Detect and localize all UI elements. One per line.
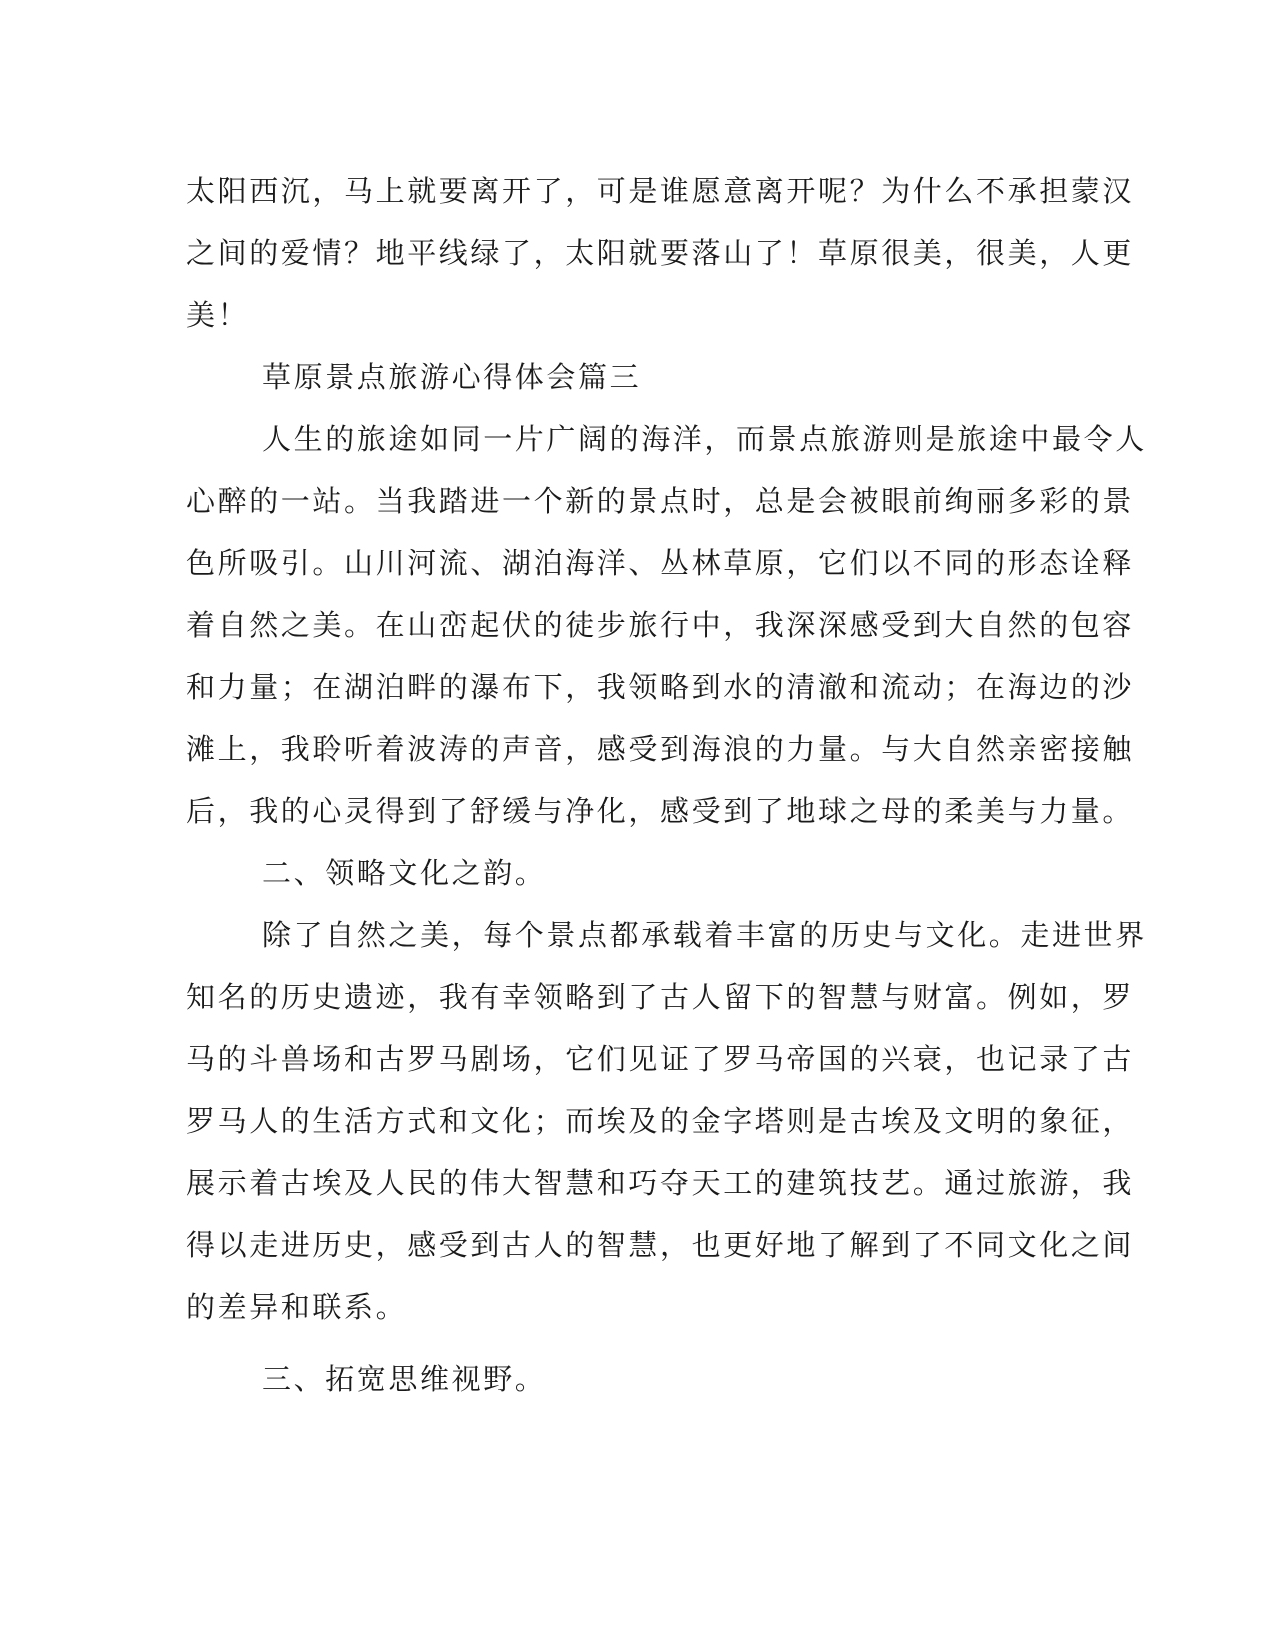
paragraph-line: 滩上，我聆听着波涛的声音，感受到海浪的力量。与大自然亲密接触 <box>186 732 1135 766</box>
paragraph-line: 的差异和联系。 <box>186 1290 408 1324</box>
paragraph-line: 着自然之美。在山峦起伏的徒步旅行中，我深深感受到大自然的包容 <box>186 608 1135 642</box>
paragraph-line: 太阳西沉，马上就要离开了，可是谁愿意离开呢？为什么不承担蒙汉 <box>186 174 1135 208</box>
section-title: 草原景点旅游心得体会篇三 <box>262 360 642 394</box>
paragraph-line: 人生的旅途如同一片广阔的海洋，而景点旅游则是旅途中最令人 <box>262 422 1147 456</box>
paragraph-line: 罗马人的生活方式和文化；而埃及的金字塔则是古埃及文明的象征， <box>186 1104 1135 1138</box>
paragraph-line: 除了自然之美，每个景点都承载着丰富的历史与文化。走进世界 <box>262 918 1147 952</box>
paragraph-line: 之间的爱情？地平线绿了，太阳就要落山了！草原很美，很美，人更 <box>186 236 1135 270</box>
paragraph-line: 和力量；在湖泊畔的瀑布下，我领略到水的清澈和流动；在海边的沙 <box>186 670 1135 704</box>
paragraph-line: 心醉的一站。当我踏进一个新的景点时，总是会被眼前绚丽多彩的景 <box>186 484 1135 518</box>
paragraph-line: 后，我的心灵得到了舒缓与净化，感受到了地球之母的柔美与力量。 <box>186 794 1135 828</box>
section-heading: 三、拓宽思维视野。 <box>262 1362 547 1396</box>
paragraph-line: 色所吸引。山川河流、湖泊海洋、丛林草原，它们以不同的形态诠释 <box>186 546 1135 580</box>
paragraph-line: 得以走进历史，感受到古人的智慧，也更好地了解到了不同文化之间 <box>186 1228 1135 1262</box>
paragraph-line: 美！ <box>186 298 250 332</box>
section-heading: 二、领略文化之韵。 <box>262 856 547 890</box>
document-body <box>186 160 1147 1410</box>
paragraph-line: 知名的历史遗迹，我有幸领略到了古人留下的智慧与财富。例如，罗 <box>186 980 1135 1014</box>
paragraph-line: 马的斗兽场和古罗马剧场，它们见证了罗马帝国的兴衰，也记录了古 <box>186 1042 1135 1076</box>
paragraph-line: 展示着古埃及人民的伟大智慧和巧夺天工的建筑技艺。通过旅游，我 <box>186 1166 1135 1200</box>
